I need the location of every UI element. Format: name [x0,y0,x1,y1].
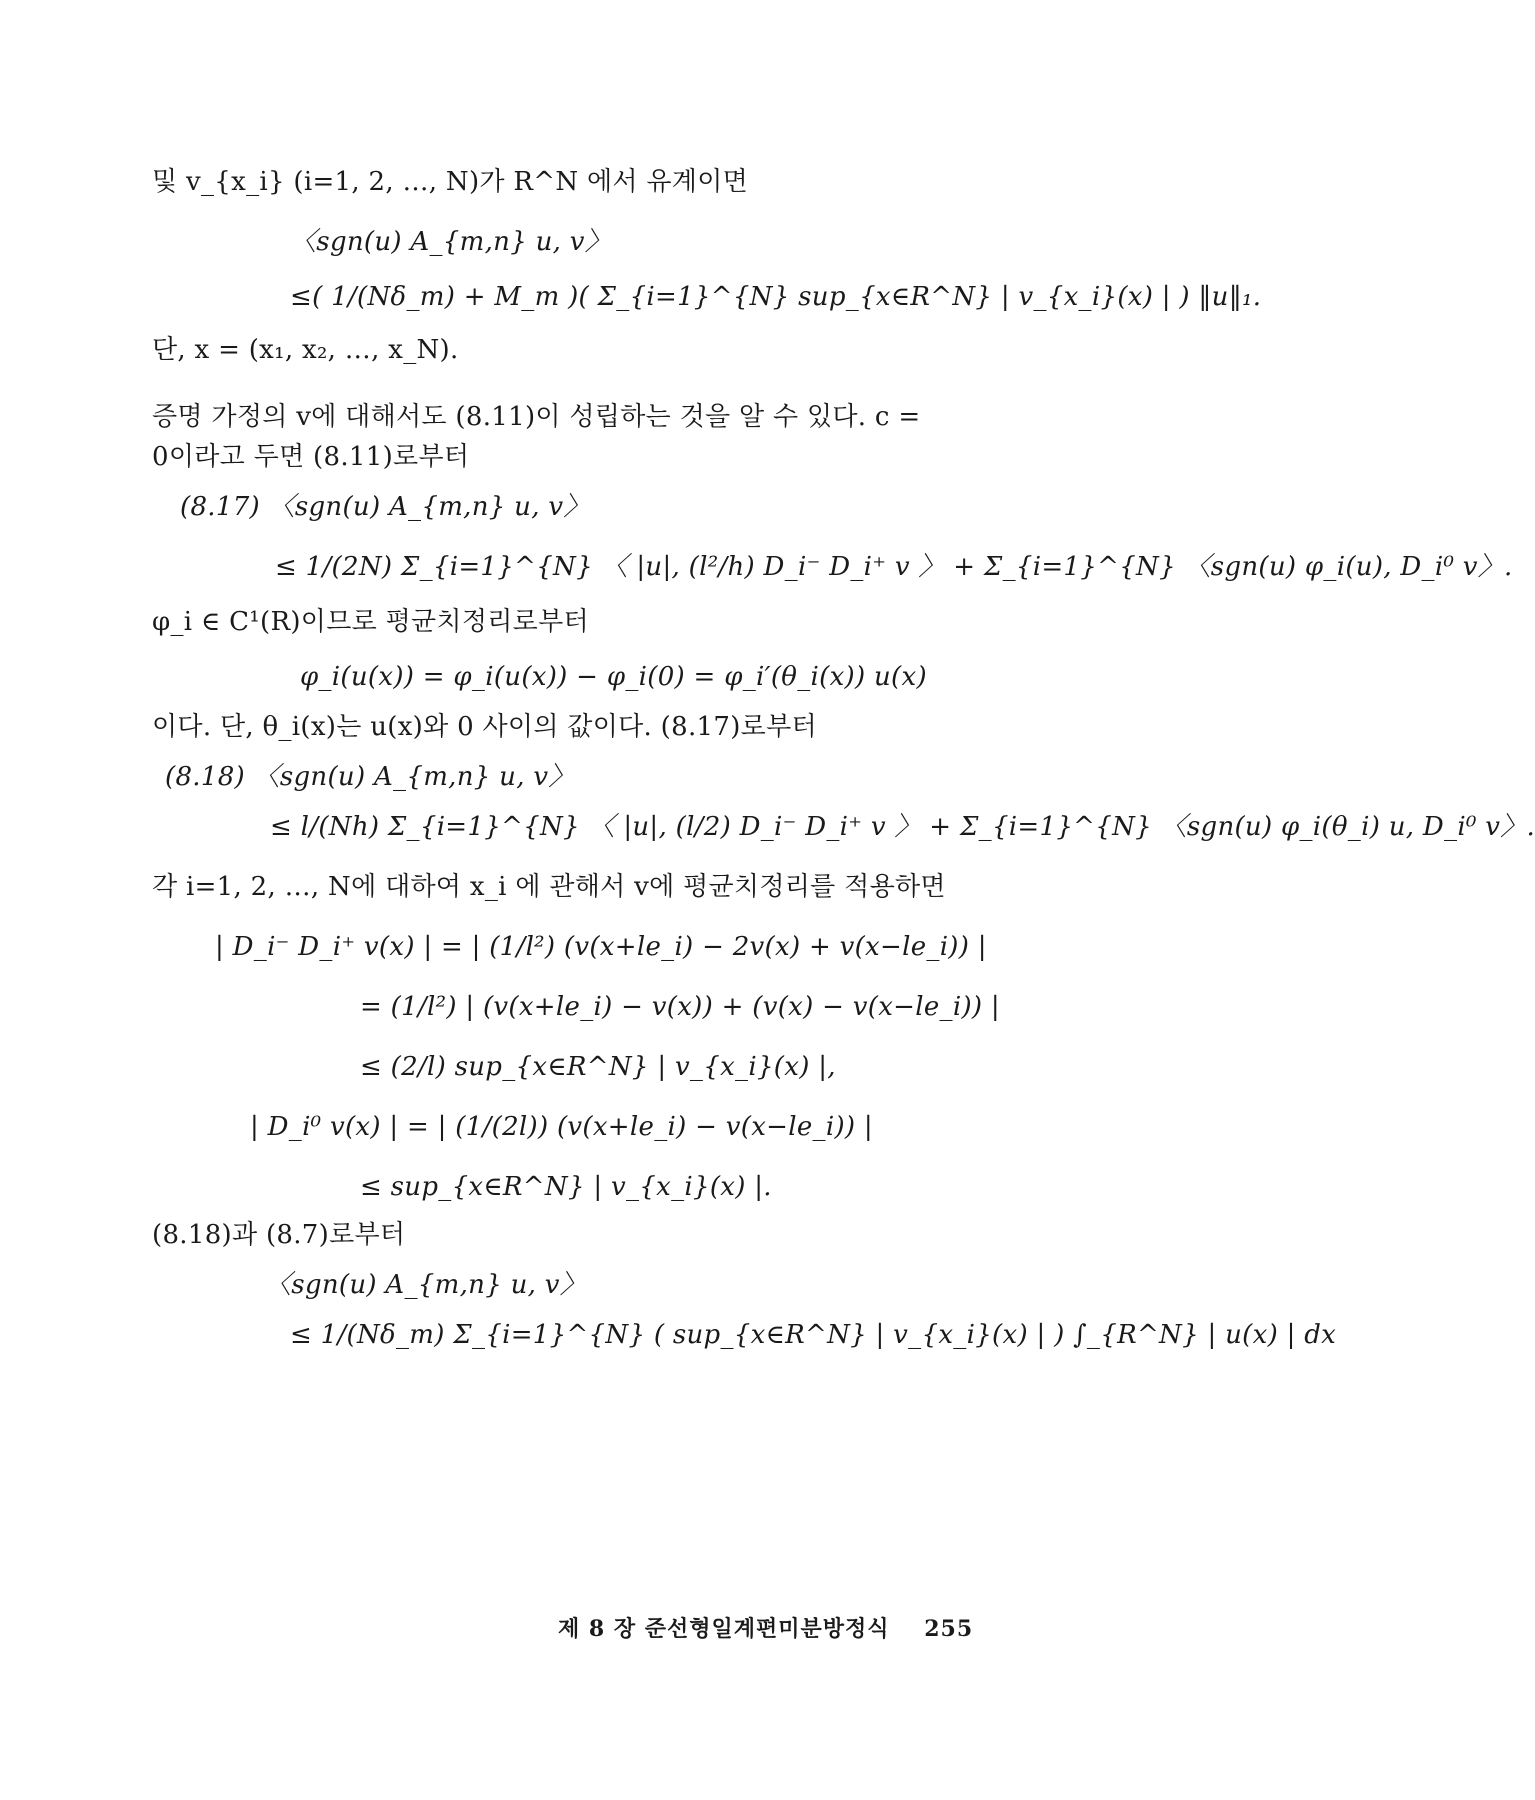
line-20: (8.18)과 (8.7)로부터 [152,1220,406,1250]
footer-chapter: 제 8 장 준선형일계편미분방정식 [558,1616,890,1642]
line-16: = (1/l²) | (v(x+le_i) − v(x)) + (v(x) − v(x−le_i)) | [360,992,1000,1022]
line-6: 0이라고 두면 (8.11)로부터 [152,442,470,472]
line-11: 이다. 단, θ_i(x)는 u(x)와 0 사이의 값이다. (8.17)로부터 [152,712,817,742]
line-1: 및 v_{x_i} (i=1, 2, …, N)가 R^N 에서 유계이면 [152,167,749,197]
equation-8-17-label: (8.17) 〈sgn(u) A_{m,n} u, v〉 [180,492,590,522]
line-15: | D_i⁻ D_i⁺ v(x) | = | (1/l²) (v(x+le_i) − 2v(x) + v(x−le_i)) | [215,932,987,962]
line-19: ≤ sup_{x∈R^N} | v_{x_i}(x) |. [360,1172,772,1202]
line-18: | D_i⁰ v(x) | = | (1/(2l)) (v(x+le_i) − v(x−le_i)) | [250,1112,873,1142]
page-footer [558,1612,973,1643]
line-21: 〈sgn(u) A_{m,n} u, v〉 [265,1270,587,1300]
line-17: ≤ (2/l) sup_{x∈R^N} | v_{x_i}(x) |, [360,1052,836,1082]
line-2: 〈sgn(u) A_{m,n} u, v〉 [290,227,612,257]
line-14: 각 i=1, 2, …, N에 대하여 x_i 에 관해서 v에 평균치정리를 적용하면 [152,872,946,902]
line-22: ≤ 1/(Nδ_m) Σ_{i=1}^{N} ( sup_{x∈R^N} | v_{x_i}(x) | ) ∫_{R^N} | u(x) | dx [290,1320,1337,1350]
equation-8-18-label: (8.18) 〈sgn(u) A_{m,n} u, v〉 [165,762,575,792]
line-9: φ_i ∈ C¹(R)이므로 평균치정리로부터 [152,607,589,637]
equation-8-18-body: ≤ l/(Nh) Σ_{i=1}^{N} 〈 |u|, (l/2) D_i⁻ D_i⁺ v 〉 + Σ_{i=1}^{N} 〈sgn(u) φ_i(θ_i) u, D_i⁰ v〉. [270,812,1535,842]
line-10: φ_i(u(x)) = φ_i(u(x)) − φ_i(0) = φ_i′(θ_i(x)) u(x) [300,662,927,692]
page-number: 255 [924,1616,974,1642]
line-3: ≤( 1/(Nδ_m) + M_m )( Σ_{i=1}^{N} sup_{x∈R^N} | v_{x_i}(x) | ) ‖u‖₁. [290,282,1262,312]
line-4: 단, x = (x₁, x₂, …, x_N). [152,335,459,365]
line-5: 증명 가정의 v에 대해서도 (8.11)이 성립하는 것을 알 수 있다. c = [152,402,921,432]
equation-8-17-body: ≤ 1/(2N) Σ_{i=1}^{N} 〈 |u|, (l²/h) D_i⁻ D_i⁺ v 〉 + Σ_{i=1}^{N} 〈sgn(u) φ_i(u), D_i⁰ v〉. [275,552,1513,582]
